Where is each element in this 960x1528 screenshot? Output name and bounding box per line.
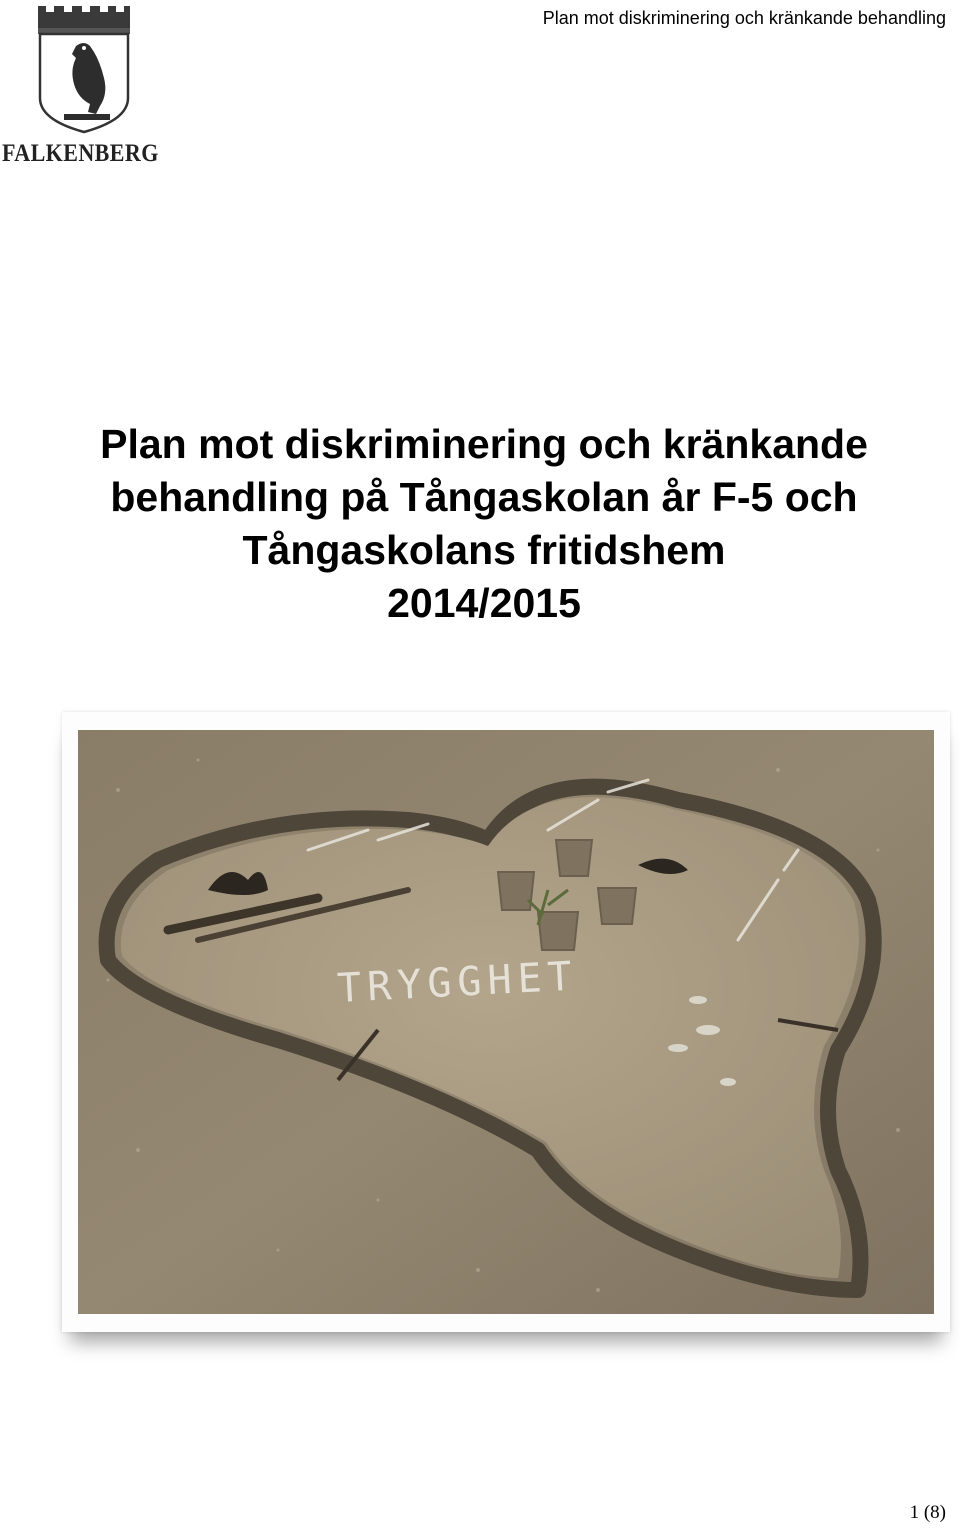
sand-word-trygghet: TRYGGHET [336,953,579,1012]
title-line-4: 2014/2015 [387,580,581,626]
falkenberg-logo [0,0,172,172]
cover-photo [62,712,950,1332]
falkenberg-coat-of-arms-icon [34,2,134,134]
title-line-2: behandling på Tångaskolan år F-5 och [110,474,858,520]
title-line-1: Plan mot diskriminering och kränkande [100,421,868,467]
title-line-3: Tångaskolans fritidshem [242,527,726,573]
document-title [60,418,908,630]
running-header: Plan mot diskriminering och kränkande behandling [542,8,946,28]
logo-text: FALKENBERG [2,140,159,167]
page-number: 1 (8) [909,1502,946,1523]
sand-heart-photo [78,730,934,1314]
